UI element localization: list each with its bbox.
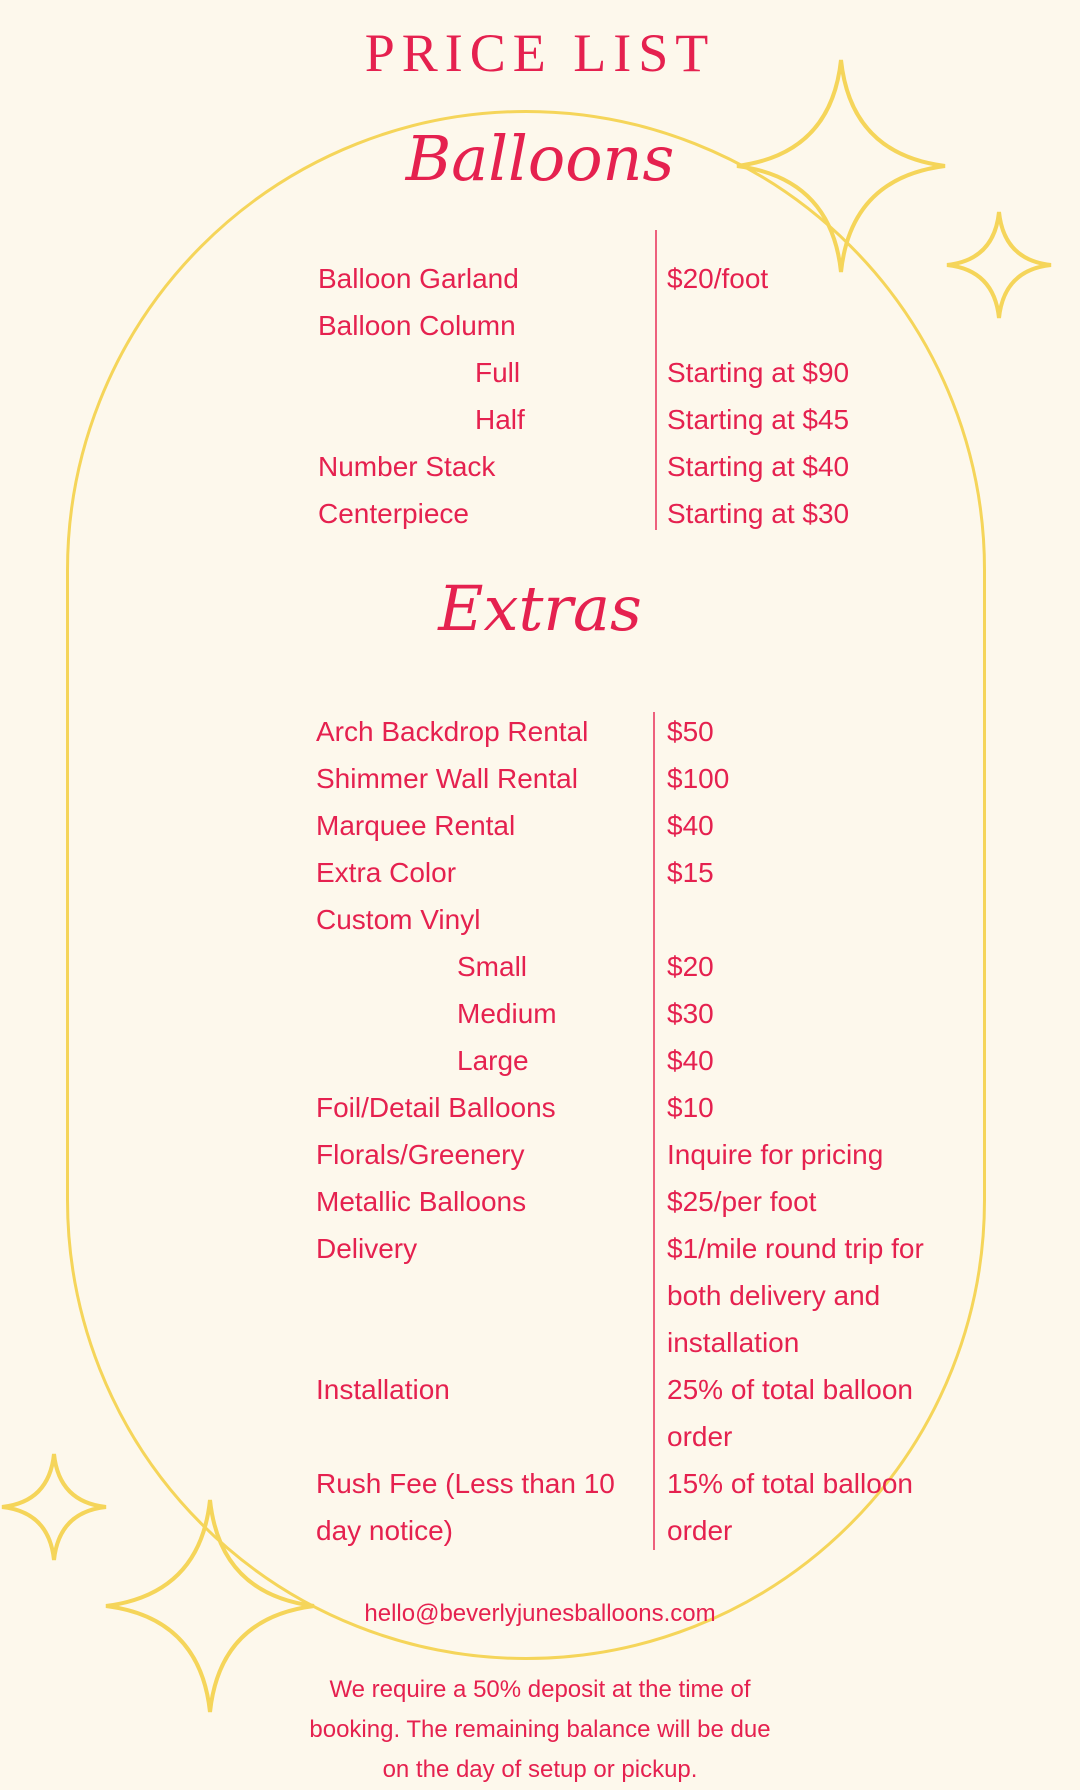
- extra-item-price: $20: [667, 951, 714, 982]
- extra-item-name: Metallic Balloons: [316, 1186, 527, 1217]
- deposit-note: [270, 1670, 810, 1790]
- balloon-subitem-name: Half: [475, 404, 525, 435]
- extra-item-price: $50: [667, 716, 714, 747]
- deposit-note-line: We require a 50% deposit at the time of: [329, 1676, 751, 1703]
- balloon-item-price: Starting at $40: [667, 451, 850, 482]
- deposit-note-line: on the day of setup or pickup.: [382, 1756, 698, 1783]
- balloon-item-price: Starting at $30: [667, 498, 850, 529]
- extra-item-price: 25% of total balloon: [667, 1374, 913, 1405]
- extra-item-name: Delivery: [316, 1233, 418, 1264]
- extra-item-price: Inquire for pricing: [667, 1139, 884, 1170]
- balloons-heading: Balloons: [405, 122, 675, 195]
- extra-item-name: Installation: [316, 1374, 450, 1405]
- extra-item-price: $25/per foot: [667, 1186, 817, 1217]
- sparkle-icon-small-bottom: [0, 1452, 108, 1562]
- extra-item-price: both delivery and: [667, 1280, 881, 1311]
- page-title: PRICE LIST: [364, 23, 716, 83]
- extra-item-name: Rush Fee (Less than 10: [316, 1468, 615, 1499]
- sparkle-icon-small-top: [945, 210, 1053, 320]
- balloon-item-name: Balloon Garland: [318, 263, 519, 294]
- extra-item-price: $40: [667, 1045, 714, 1076]
- extra-item-price: $40: [667, 810, 714, 841]
- deposit-note-line: booking. The remaining balance will be due: [309, 1716, 771, 1743]
- extra-item-name: Foil/Detail Balloons: [316, 1092, 556, 1123]
- extra-item-price: 15% of total balloon: [667, 1468, 913, 1499]
- extra-subitem-name: Small: [457, 951, 528, 982]
- extra-item-name: day notice): [316, 1515, 453, 1546]
- extra-item-name: Marquee Rental: [316, 810, 516, 841]
- extra-item-name: Custom Vinyl: [316, 904, 481, 935]
- contact-email-link[interactable]: hello@beverlyjunesballoons.com: [364, 1600, 716, 1627]
- balloon-item-price: Starting at $90: [667, 357, 850, 388]
- balloon-item-name: Balloon Column: [318, 310, 516, 341]
- extra-item-name: Florals/Greenery: [316, 1139, 525, 1170]
- extra-item-price: installation: [667, 1327, 800, 1358]
- extras-divider: [653, 712, 655, 1550]
- extra-item-price: order: [667, 1421, 733, 1452]
- balloon-item-name: Centerpiece: [318, 498, 469, 529]
- extra-item-price: $30: [667, 998, 714, 1029]
- extra-item-price: $15: [667, 857, 714, 888]
- arch-frame: [66, 110, 986, 1660]
- balloon-item-name: Number Stack: [318, 451, 496, 482]
- extra-subitem-name: Medium: [457, 998, 557, 1029]
- extra-item-price: $10: [667, 1092, 714, 1123]
- balloon-subitem-name: Full: [475, 357, 521, 388]
- extra-item-name: Extra Color: [316, 857, 457, 888]
- extra-item-price: $1/mile round trip for: [667, 1233, 924, 1264]
- balloon-item-price: $20/foot: [667, 263, 769, 294]
- extra-item-price: $100: [667, 763, 730, 794]
- extra-subitem-name: Large: [457, 1045, 529, 1076]
- extra-item-price: order: [667, 1515, 733, 1546]
- extras-heading: Extras: [438, 572, 642, 645]
- extra-item-name: Arch Backdrop Rental: [316, 716, 589, 747]
- extra-item-name: Shimmer Wall Rental: [316, 763, 578, 794]
- balloons-divider: [655, 230, 657, 530]
- balloon-item-price: Starting at $45: [667, 404, 850, 435]
